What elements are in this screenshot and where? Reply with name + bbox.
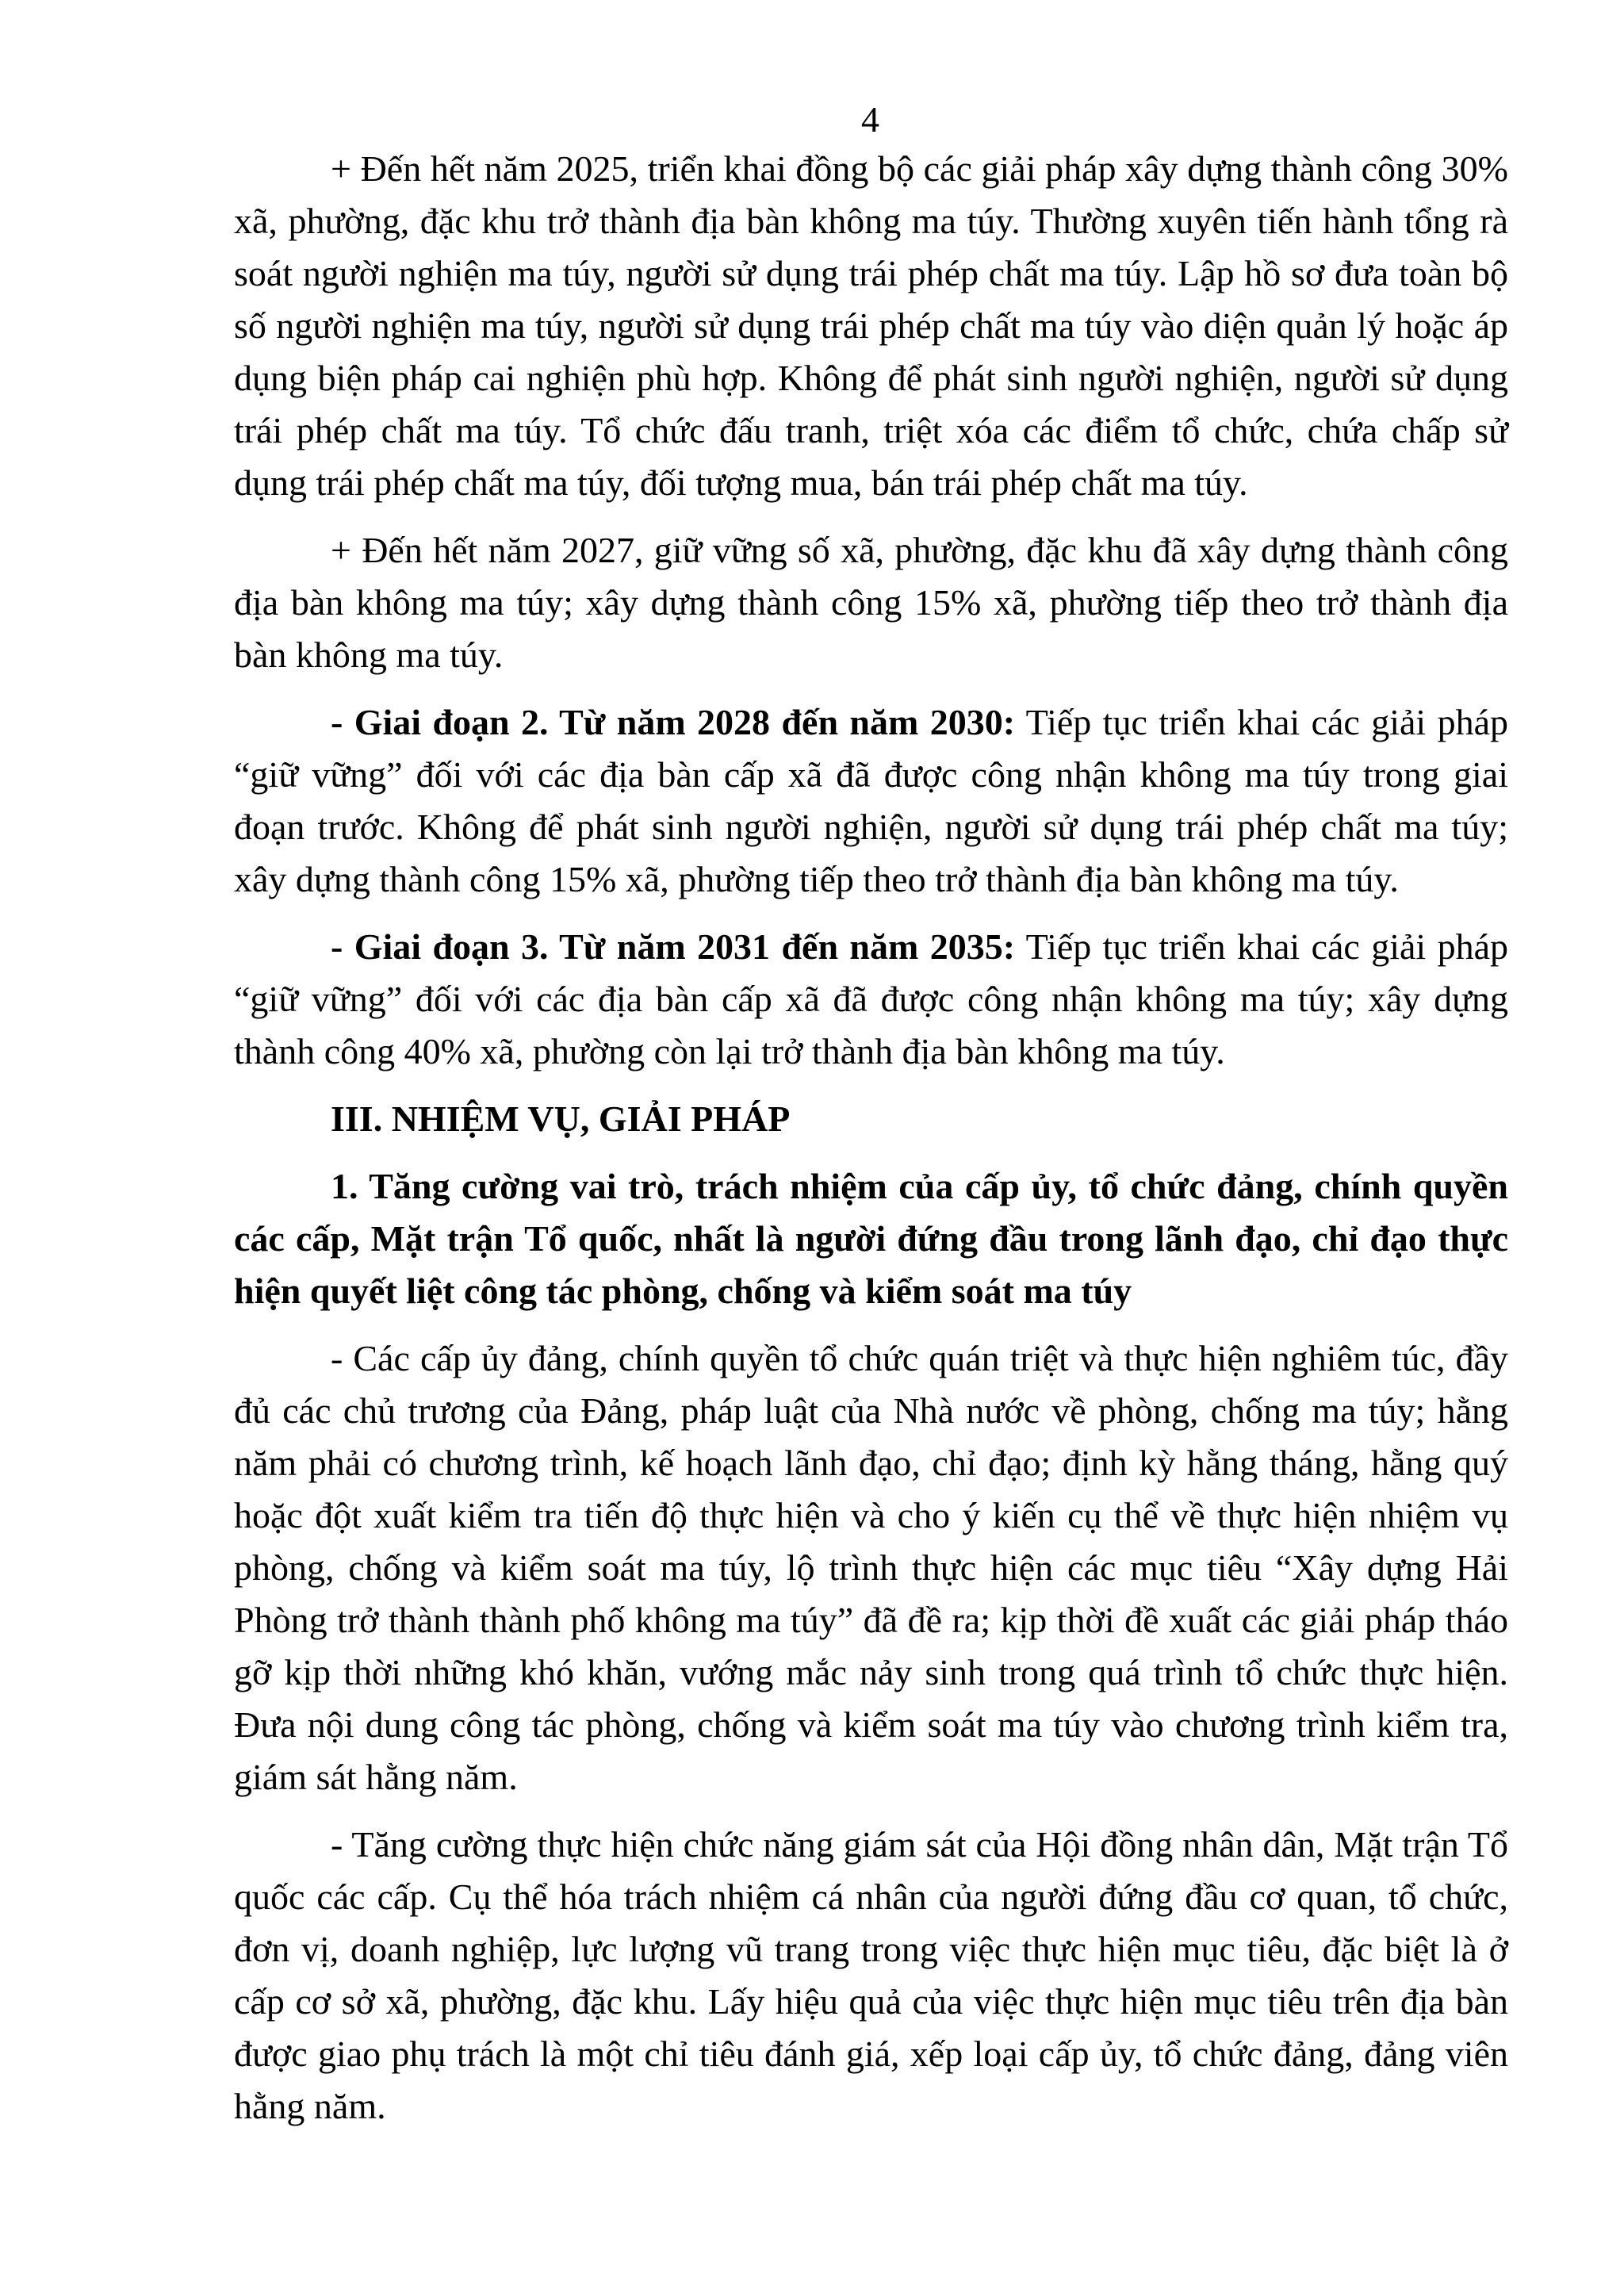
section-heading-iii: III. NHIỆM VỤ, GIẢI PHÁP	[331, 1098, 791, 1139]
paragraph-target-2025: + Đến hết năm 2025, triển khai đồng bộ các giải pháp xây dựng thành công 30% xã, phường, đặc khu trở thành địa bàn không ma túy. Thường xuyên tiến hành tổng rà soát người nghiện ma túy, người sử dụng trái phép chất ma túy. Lập hồ sơ đưa toàn bộ số người nghiện ma túy, người sử dụng trái phép chất ma túy vào diện quản lý hoặc áp dụng biện pháp cai nghiện phù hợp. Không để phát sinh người nghiện, người sử dụng trái phép chất ma túy. Tổ chức đấu tranh, triệt xóa các điểm tổ chức, chứa chấp sử dụng trái phép chất ma túy, đối tượng mua, bán trái phép chất ma túy.	[234, 148, 1508, 503]
phase-2-text: Tiếp tục triển khai các giải pháp “giữ vững” đối với các địa bàn cấp xã đã được công nhận không ma túy trong giai đoạn trước. Không để phát sinh người nghiện, người sử dụng trái phép chất ma túy; xây dựng thành công 15% xã, phường tiếp theo trở thành địa bàn không ma túy.	[234, 702, 1508, 899]
phase-2-lead: - Giai đoạn 2. Từ năm 2028 đến năm 2030:	[331, 702, 1016, 742]
paragraph-phase-2	[234, 696, 1508, 906]
document-body	[234, 143, 1508, 2148]
page-number: 4	[861, 99, 879, 140]
subsection-heading-1: 1. Tăng cường vai trò, trách nhiệm của cấp ủy, tổ chức đảng, chính quyền các cấp, Mặt trận Tổ quốc, nhất là người đứng đầu trong lãnh đạo, chỉ đạo thực hiện quyết liệt công tác phòng, chống và kiểm soát ma túy	[234, 1166, 1508, 1311]
phase-3-lead: - Giai đoạn 3. Từ năm 2031 đến năm 2035:	[331, 926, 1016, 967]
paragraph-supervision: - Tăng cường thực hiện chức năng giám sát của Hội đồng nhân dân, Mặt trận Tổ quốc các cấp. Cụ thể hóa trách nhiệm cá nhân của người đứng đầu cơ quan, tổ chức, đơn vị, doanh nghiệp, lực lượng vũ trang trong việc thực hiện mục tiêu, đặc biệt là ở cấp cơ sở xã, phường, đặc khu. Lấy hiệu quả của việc thực hiện mục tiêu trên địa bàn được giao phụ trách là một chỉ tiêu đánh giá, xếp loại cấp ủy, tổ chức đảng, đảng viên hằng năm.	[234, 1824, 1508, 2126]
paragraph-target-2027: + Đến hết năm 2027, giữ vững số xã, phường, đặc khu đã xây dựng thành công địa bàn không ma túy; xây dựng thành công 15% xã, phường tiếp theo trở thành địa bàn không ma túy.	[234, 530, 1508, 675]
paragraph-party-committees: - Các cấp ủy đảng, chính quyền tổ chức quán triệt và thực hiện nghiêm túc, đầy đủ các chủ trương của Đảng, pháp luật của Nhà nước về phòng, chống ma túy; hằng năm phải có chương trình, kế hoạch lãnh đạo, chỉ đạo; định kỳ hằng tháng, hằng quý hoặc đột xuất kiểm tra tiến độ thực hiện và cho ý kiến cụ thể về thực hiện nhiệm vụ phòng, chống và kiểm soát ma túy, lộ trình thực hiện các mục tiêu “Xây dựng Hải Phòng trở thành thành phố không ma túy” đã đề ra; kịp thời đề xuất các giải pháp tháo gỡ kịp thời những khó khăn, vướng mắc nảy sinh trong quá trình tổ chức thực hiện. Đưa nội dung công tác phòng, chống và kiểm soát ma túy vào chương trình kiểm tra, giám sát hằng năm.	[234, 1338, 1508, 1797]
phase-3-text: Tiếp tục triển khai các giải pháp “giữ vững” đối với các địa bàn cấp xã đã được công nhận không ma túy; xây dựng thành công 40% xã, phường còn lại trở thành địa bàn không ma túy.	[234, 926, 1508, 1071]
paragraph-phase-3	[234, 921, 1508, 1078]
